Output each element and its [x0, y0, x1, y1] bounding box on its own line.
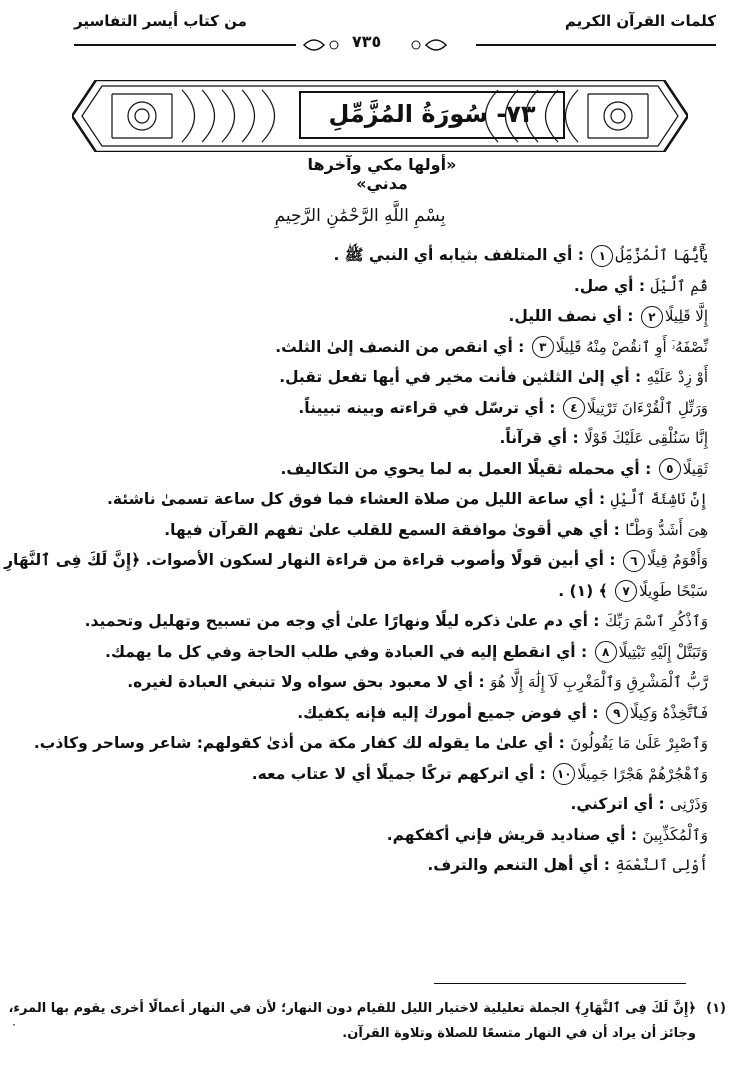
margin-mark: · — [12, 1018, 16, 1032]
quran-word: فَٱتَّخِذْهُ وَكِيلًا — [629, 703, 708, 722]
quran-word: رَّبُّ ٱلْمَشْرِقِ وَٱلْمَغْرِبِ لَآ إِلَٰهَ إِلَّا هُوَ — [490, 673, 708, 691]
footnote-rule — [434, 983, 686, 984]
glossary-line — [18, 301, 708, 332]
quran-word: وَأَقْوَمُ قِيلًا — [646, 551, 708, 569]
header-rule-right — [476, 44, 716, 46]
glossary-line — [18, 240, 708, 271]
explanation: : أي فوض جميع أمورك إليه فإنه يكفيك. — [297, 703, 599, 722]
explanation: : أي صل. — [573, 276, 646, 295]
explanation: : أي انقص من النصف إلىٰ الثلث. — [275, 337, 525, 356]
surah-title: ٧٣- سُورَةُ المُزَّمِّلِ — [328, 100, 536, 128]
glossary-line — [18, 637, 708, 668]
verse-number: ١٠ — [553, 763, 575, 785]
quran-word: وَرَتِّلِ ٱلْقُرْءَانَ تَرْتِيلًا — [586, 398, 708, 417]
verse-number: ٩ — [606, 702, 628, 724]
surah-banner — [72, 80, 688, 152]
glossary-line — [18, 728, 708, 759]
explanation: : أي قرآناً. — [499, 429, 579, 447]
glossary-line — [18, 362, 708, 393]
verse-number: ٢ — [641, 306, 663, 328]
explanation: : أي نصف الليل. — [508, 307, 634, 325]
explanation: : أي ساعة الليل من صلاة العشاء فما فوق كل ساعة تسمىٰ ناشئة. — [107, 490, 606, 508]
quran-word: إِلَّا قَلِيلًا — [664, 307, 708, 325]
glossary-list — [4, 240, 708, 881]
explanation: : أي ترسّل في قراءته وبينه تبييناً. — [298, 398, 556, 417]
explanation: : أي انقطع إليه في العبادة وفي طلب الحاجة وفي كل ما يهمك. — [104, 642, 588, 661]
quran-word: وَٱهْجُرْهُمْ هَجْرًا جَمِيلًا — [577, 764, 708, 783]
glossary-line — [18, 667, 708, 698]
verse-number: ٥ — [659, 458, 681, 480]
glossary-line — [18, 850, 708, 881]
explanation: : أي المتلفف بثيابه أي النبي ﷺ . — [333, 246, 584, 264]
glossary-line — [4, 545, 708, 576]
glossary-line — [18, 576, 708, 607]
glossary-line — [18, 606, 708, 637]
glossary-line — [18, 759, 708, 790]
quran-word: وَٱصْبِرْ عَلَىٰ مَا يَقُولُونَ — [570, 734, 708, 752]
glossary-line — [18, 789, 708, 820]
explanation: : أي إلىٰ الثلثين فأنت مخير في أيها تفعل تقبل. — [279, 368, 642, 386]
quran-word: يَٰٓأَيُّهَا ٱلْمُزَّمِّلُ — [615, 246, 708, 264]
glossary-line — [18, 332, 708, 363]
quran-word: أُوْلِى ٱلنَّعْمَةِ — [615, 856, 708, 874]
explanation: : أي علىٰ ما يقوله لك كفار مكة من أذىٰ كقولهم: شاعر وساحر وكاذب. — [33, 734, 565, 752]
quran-word: إِنَّا سَنُلْقِى عَلَيْكَ قَوْلًا — [584, 429, 708, 447]
footnote-line-2: وجائز أن يراد أن في النهار متسعًا للصلاة وتلاوة القرآن. — [342, 1026, 696, 1041]
footnote-marker: (١) — [706, 1001, 726, 1016]
quran-word: أَوْ زِدْ عَلَيْهِ — [646, 368, 708, 386]
explanation: : أي لا معبود بحق سواه ولا تنبغي العبادة لغيره. — [127, 673, 485, 691]
quran-word: وَٱلْمُكَذِّبِينَ — [642, 825, 708, 844]
quran-word: وَذَرْنِى — [670, 795, 708, 813]
explanation: ﴾ (١) . — [558, 581, 608, 600]
quran-word: إِنَّ نَاشِئَةَ ٱلَّيْلِ — [610, 490, 708, 508]
page-number: ٧٣٥ — [352, 32, 382, 51]
verse-number: ٤ — [563, 397, 585, 419]
quran-word: وَتَبَتَّلْ إِلَيْهِ تَبْتِيلًا — [618, 642, 708, 661]
explanation: : أي أهل التنعم والترف. — [427, 856, 610, 874]
glossary-line — [18, 271, 708, 302]
explanation: : أي هي أقوىٰ موافقة السمع للقلب علىٰ تفهم القرآن فيها. — [164, 520, 620, 539]
explanation: : أي اتركهم تركًا جميلًا أي لا عتاب معه. — [251, 764, 546, 783]
explanation: : أي أبين قولًا وأصوب قراءة من قراءة النهار لسكون الأصوات. ﴿إِنَّ لَكَ فِى ٱلنَّهَارِ — [4, 551, 616, 569]
glossary-line — [18, 393, 708, 424]
glossary-line — [18, 515, 708, 546]
quran-word: نِّصْفَهُۥٓ أَوِ ٱنقُصْ مِنْهُ قَلِيلًا — [555, 337, 708, 356]
footnote-line-1: ﴿إِنَّ لَكَ فِى ٱلنَّهَارِ﴾ الجملة تعليلية لاختيار الليل للقيام دون النهار؛ لأن في النهار أعمالًا أخرى يقوم بها المرء، — [8, 1001, 696, 1016]
quran-word: وَٱذْكُرِ ٱسْمَ رَبِّكَ — [604, 612, 708, 630]
glossary-line — [18, 484, 708, 515]
page-header — [0, 10, 730, 50]
verse-number: ٣ — [532, 336, 554, 358]
verse-number: ٨ — [595, 641, 617, 663]
verse-number: ١ — [591, 245, 613, 267]
explanation: : أي محمله ثقيلًا العمل به لما يحوي من التكاليف. — [280, 459, 652, 478]
header-rule-left — [74, 44, 296, 46]
verse-number: ٦ — [623, 550, 645, 572]
quran-word: قُمِ ٱلَّيْلَ — [650, 276, 708, 295]
explanation: : أي دم علىٰ ذكره ليلًا ونهارًا علىٰ أي وجه من تسبيح وتهليل وتحميد. — [84, 612, 600, 630]
basmala: بِسْمِ اللَّهِ الرَّحْمَٰنِ الرَّحِيمِ — [274, 206, 446, 226]
quran-word: سَبْحًا طَوِيلًا — [639, 581, 708, 600]
glossary-line — [18, 820, 708, 851]
quran-word: ثَقِيلًا — [682, 459, 708, 478]
glossary-line — [18, 423, 708, 454]
source-title: من كتاب أيسر التفاسير — [74, 12, 247, 30]
explanation: : أي اتركني. — [570, 795, 665, 813]
glossary-line — [18, 454, 708, 485]
surah-subtitle: «أولها مكي وآخرها مدني» — [307, 155, 457, 193]
quran-word: هِىَ أَشَدُّ وَطْـًٔا — [625, 520, 708, 539]
verse-number: ٧ — [615, 580, 637, 602]
footnote — [8, 996, 726, 1046]
book-title: كلمات القرآن الكريم — [564, 12, 716, 30]
explanation: : أي صناديد قريش فإني أكفكهم. — [386, 825, 638, 844]
glossary-line — [18, 698, 708, 729]
